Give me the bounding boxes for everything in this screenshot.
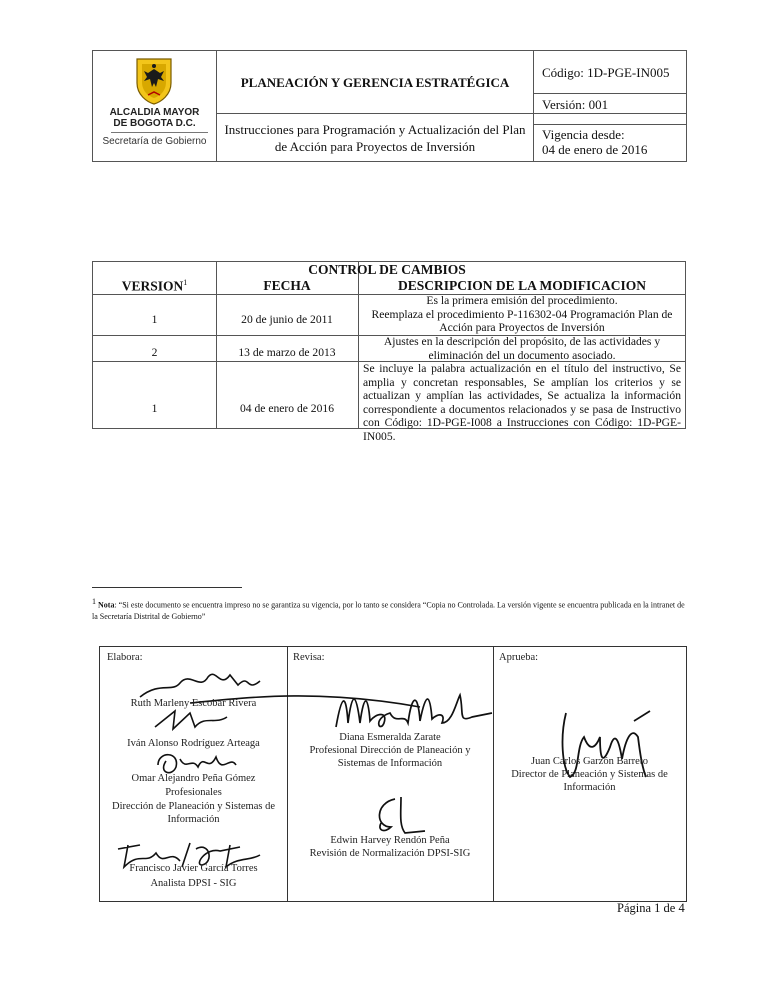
elabora-name-3: Omar Alejandro Peña Gómez — [131, 773, 256, 784]
row2-version: 2 — [151, 346, 158, 359]
elabora-role-4: Analista DPSI - SIG — [150, 878, 237, 889]
aprueba-name: Juan Carlos Garzón Barreto — [531, 756, 648, 767]
document-validity: Vigencia desde: 04 de enero de 2016 — [542, 127, 648, 157]
revisa-role-2: Revisión de Normalización DPSI-SIG — [309, 848, 471, 859]
row3-version: 1 — [151, 402, 158, 415]
revisa-role-1a: Profesional Dirección de Planeación y — [309, 745, 471, 756]
logo-box — [93, 51, 216, 161]
revisa-role-1b: Sistemas de Información — [337, 758, 443, 769]
elabora-role-1: Profesionales — [165, 787, 222, 798]
change-control-table — [92, 261, 686, 443]
bogota-shield-logo — [135, 57, 173, 105]
page-number: Página 1 de 4 — [617, 901, 685, 915]
elabora-name-2: Iván Alonso Rodríguez Arteaga — [127, 738, 260, 749]
revisa-name-1: Diana Esmeralda Zarate — [339, 732, 441, 743]
row3-date: 04 de enero de 2016 — [239, 402, 334, 415]
aprueba-role-b: Información — [563, 782, 616, 793]
row1-description: Es la primera emisión del procedimiento. Reemplaza el procedimiento P-116302-04 Programación Plan de Acción para Proyectos de Inversión — [371, 294, 673, 334]
col-header-version: VERSION$^1$ — [121, 278, 188, 294]
elabora-signature-2 — [145, 705, 245, 735]
revisa-signature-2 — [365, 793, 435, 839]
process-title: PLANEACIÓN Y GERENCIA ESTRATÉGICA — [240, 75, 510, 90]
logo-subtitle: Secretaría de Gobierno — [102, 136, 207, 147]
document-header — [92, 50, 687, 162]
elabora-role-3: Información — [167, 814, 220, 825]
aprueba-role-a: Director de Planeación y Sistemas de — [511, 769, 668, 780]
revisa-label: Revisa: — [293, 652, 325, 663]
col-header-description: DESCRIPCION DE LA MODIFICACION — [398, 278, 646, 293]
signature-block — [99, 646, 687, 902]
elabora-name-4: Francisco Javier García Torres — [129, 863, 258, 874]
row2-description: Ajustes en la descripción del propósito, de las actividades y eliminación del un documento asociado. — [383, 335, 661, 362]
elabora-name-1: Ruth Marleny Escobar Rivera — [130, 698, 257, 709]
elabora-role-2: Dirección de Planeación y Sistemas de — [112, 801, 275, 812]
col-header-date: FECHA — [263, 278, 311, 293]
document-title: Instrucciones para Programación y Actualización del Plan de Acción para Proyectos de Inversión — [224, 122, 526, 154]
footnote-separator — [92, 587, 242, 588]
logo-caption: ALCALDIA MAYOR DE BOGOTA D.C. — [109, 107, 200, 129]
change-control-title: CONTROL DE CAMBIOS — [308, 262, 466, 277]
row1-date: 20 de junio de 2011 — [241, 313, 333, 326]
aprueba-label: Aprueba: — [499, 652, 539, 663]
document-version: Versión: 001 — [542, 97, 609, 112]
revisa-name-2: Edwin Harvey Rendón Peña — [330, 835, 450, 846]
elabora-label: Elabora: — [107, 652, 143, 663]
row3-description: Se incluye la palabra actualización en el título del instructivo, Se amplia y concretan responsables, Se amplían los criterios y se actualizan y amplían las actividades, Se actualiza la información correspondiente a documentos relacionados y se pasa de Instructivo con Código: 1D-PGE-I008 a Instrucciones con Código: 1D-PGE-IN005. — [363, 362, 681, 443]
row1-version: 1 — [151, 313, 158, 326]
row2-date: 13 de marzo de 2013 — [238, 346, 336, 359]
document-code: Código: 1D-PGE-IN005 — [542, 65, 670, 80]
revisa-signature-1 — [332, 683, 502, 733]
footnote: $^1$ Nota: “Si este documento se encuentra impreso no se garantiza su vigencia, por lo tanto se considera “Copia no Controlada. La versión vigente se encuentra publicada en la intranet de la Secretaría Distrital de Gobierno” — [92, 597, 685, 621]
